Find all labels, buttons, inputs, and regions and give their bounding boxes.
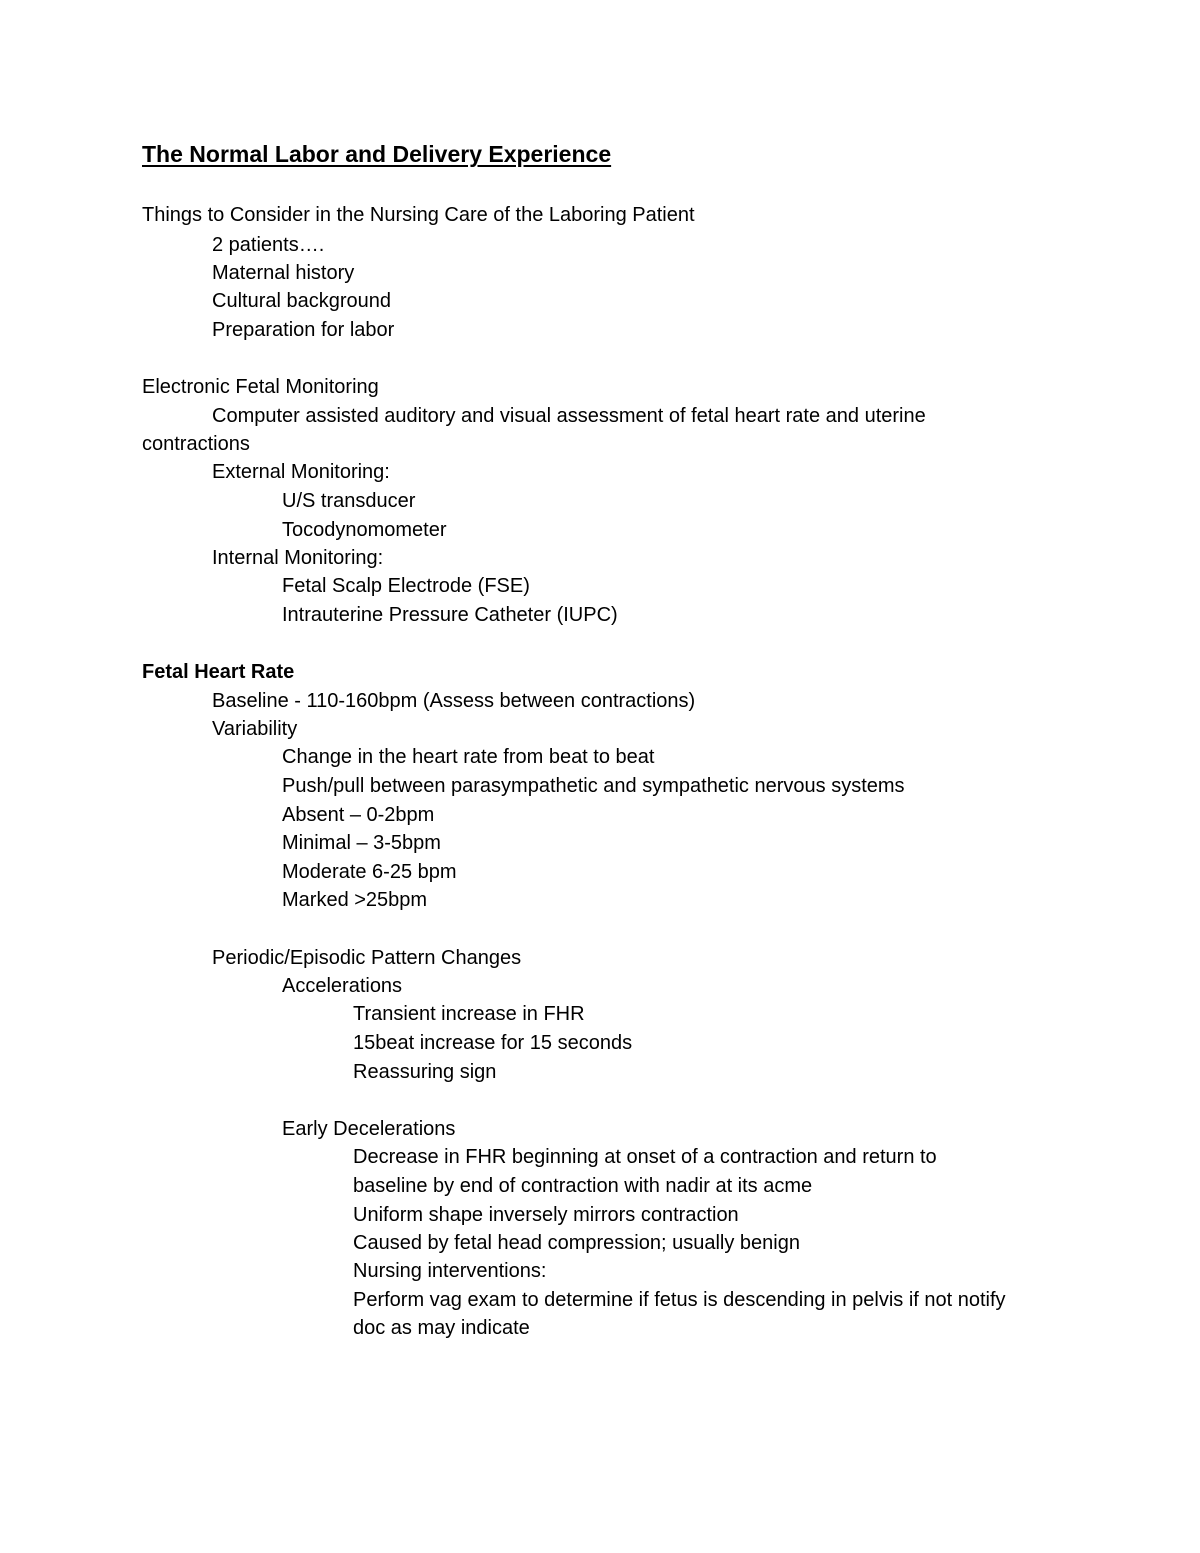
early-decelerations-label: Early Decelerations: [282, 1118, 456, 1140]
accelerations-item: Transient increase in FHR: [353, 1003, 585, 1025]
early-decelerations-item: Perform vag exam to determine if fetus is descending in pelvis if not notify: [353, 1289, 1006, 1311]
efm-description-line: contractions: [142, 433, 250, 455]
fhr-heading: Fetal Heart Rate: [142, 661, 295, 683]
accelerations-item: 15beat increase for 15 seconds: [353, 1032, 633, 1054]
internal-monitoring-item: Intrauterine Pressure Catheter (IUPC): [282, 604, 618, 626]
variability-item: Absent – 0-2bpm: [282, 804, 435, 826]
efm-heading: Electronic Fetal Monitoring: [142, 376, 379, 398]
considerations-item: Maternal history: [212, 262, 355, 284]
variability-item: Minimal – 3-5bpm: [282, 832, 441, 854]
considerations-item: Cultural background: [212, 290, 391, 312]
considerations-item: 2 patients….: [212, 234, 325, 256]
periodic-changes-label: Periodic/Episodic Pattern Changes: [212, 947, 522, 969]
internal-monitoring-label: Internal Monitoring:: [212, 547, 384, 569]
accelerations-label: Accelerations: [282, 975, 403, 997]
accelerations-item: Reassuring sign: [353, 1061, 497, 1083]
considerations-item: Preparation for labor: [212, 319, 395, 341]
considerations-heading: Things to Consider in the Nursing Care of the Laboring Patient: [142, 204, 695, 226]
variability-item: Change in the heart rate from beat to beat: [282, 746, 655, 768]
document-title: The Normal Labor and Delivery Experience: [142, 141, 612, 167]
early-decelerations-item: Nursing interventions:: [353, 1260, 547, 1282]
efm-description-line: Computer assisted auditory and visual assessment of fetal heart rate and uterine: [212, 405, 926, 427]
internal-monitoring-item: Fetal Scalp Electrode (FSE): [282, 575, 530, 597]
external-monitoring-label: External Monitoring:: [212, 461, 390, 483]
fhr-baseline: Baseline - 110-160bpm (Assess between contractions): [212, 690, 696, 712]
variability-item: Moderate 6-25 bpm: [282, 861, 457, 883]
early-decelerations-item: Uniform shape inversely mirrors contraction: [353, 1204, 739, 1226]
external-monitoring-item: U/S transducer: [282, 490, 416, 512]
early-decelerations-item: Caused by fetal head compression; usually benign: [353, 1232, 800, 1254]
early-decelerations-item: Decrease in FHR beginning at onset of a contraction and return to: [353, 1146, 937, 1168]
variability-label: Variability: [212, 718, 298, 740]
early-decelerations-item: baseline by end of contraction with nadir at its acme: [353, 1175, 813, 1197]
external-monitoring-item: Tocodynomometer: [282, 519, 447, 541]
early-decelerations-item: doc as may indicate: [353, 1317, 530, 1339]
variability-item: Marked >25bpm: [282, 889, 428, 911]
variability-item: Push/pull between parasympathetic and sympathetic nervous systems: [282, 775, 905, 797]
